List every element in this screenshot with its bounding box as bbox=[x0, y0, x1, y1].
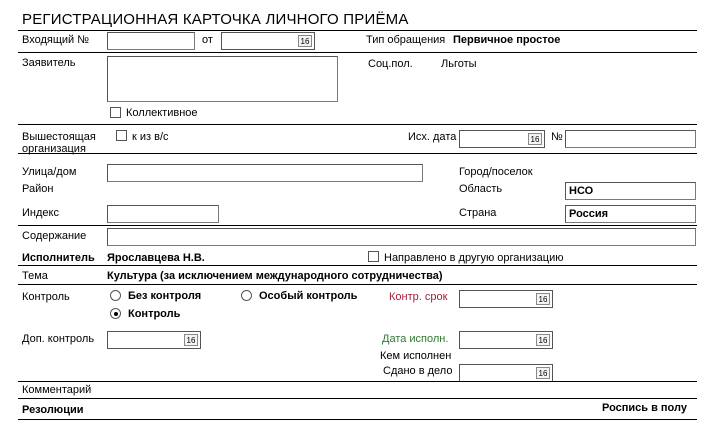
execution-date-input[interactable] bbox=[459, 331, 553, 349]
country-label: Страна bbox=[459, 207, 497, 219]
index-label: Индекс bbox=[22, 207, 59, 219]
divider bbox=[18, 265, 697, 266]
collective-checkbox[interactable] bbox=[110, 107, 121, 118]
street-label: Улица/дом bbox=[22, 166, 77, 178]
out-number-input[interactable] bbox=[565, 130, 696, 148]
from-higher-label: к из в/с bbox=[132, 131, 169, 143]
divider bbox=[18, 284, 697, 285]
divider bbox=[18, 52, 697, 53]
region-label: Область bbox=[459, 183, 503, 195]
executed-by-label: Кем исполнен bbox=[380, 350, 452, 362]
radio-control-label: Контроль bbox=[128, 308, 181, 320]
out-date-input[interactable] bbox=[459, 130, 545, 148]
redirected-label: Направлено в другую организацию bbox=[384, 252, 564, 264]
filed-label: Сдано в дело bbox=[383, 365, 453, 377]
title-divider bbox=[18, 30, 697, 31]
request-type-label: Тип обращения bbox=[366, 34, 446, 46]
applicant-textarea[interactable] bbox=[107, 56, 338, 102]
region-input[interactable]: НСО bbox=[565, 182, 696, 200]
higher-org-label-1: Вышестоящая bbox=[22, 131, 96, 143]
filed-date-input[interactable] bbox=[459, 364, 553, 382]
applicant-label: Заявитель bbox=[22, 57, 76, 69]
executor-label: Исполнитель bbox=[22, 252, 95, 264]
divider bbox=[18, 398, 697, 399]
collective-label: Коллективное bbox=[126, 107, 198, 119]
divider bbox=[18, 419, 697, 420]
content-label: Содержание bbox=[22, 230, 87, 242]
calendar-icon[interactable]: 16 bbox=[528, 133, 542, 145]
execution-date-label: Дата исполн. bbox=[382, 333, 449, 345]
higher-org-label-2: организация bbox=[22, 143, 86, 155]
redirected-checkbox[interactable] bbox=[368, 251, 379, 262]
comment-label: Комментарий bbox=[22, 384, 92, 396]
incoming-from-label: от bbox=[202, 34, 213, 46]
signature-label: Роспись в полу bbox=[602, 402, 687, 414]
control-label: Контроль bbox=[22, 291, 70, 303]
out-number-label: № bbox=[551, 131, 563, 143]
country-input[interactable]: Россия bbox=[565, 205, 696, 223]
topic-label: Тема bbox=[22, 270, 48, 282]
content-input[interactable] bbox=[107, 228, 696, 246]
radio-special-control-label: Особый контроль bbox=[259, 290, 358, 302]
request-type-value: Первичное простое bbox=[453, 34, 561, 46]
executor-value: Ярославцева Н.В. bbox=[107, 252, 205, 264]
benefits-label: Льготы bbox=[441, 58, 477, 70]
divider bbox=[18, 381, 697, 382]
divider bbox=[18, 153, 697, 154]
index-input[interactable] bbox=[107, 205, 219, 223]
divider bbox=[18, 225, 697, 226]
topic-value: Культура (за исключением международного сотрудничества) bbox=[107, 270, 443, 282]
extra-control-date-input[interactable] bbox=[107, 331, 201, 349]
calendar-icon[interactable]: 16 bbox=[184, 334, 198, 346]
calendar-icon[interactable]: 16 bbox=[298, 35, 312, 47]
control-deadline-input[interactable] bbox=[459, 290, 553, 308]
from-higher-checkbox[interactable] bbox=[116, 130, 127, 141]
incoming-date-input[interactable] bbox=[221, 32, 315, 50]
calendar-icon[interactable]: 16 bbox=[536, 367, 550, 379]
calendar-icon[interactable]: 16 bbox=[536, 293, 550, 305]
calendar-icon[interactable]: 16 bbox=[536, 334, 550, 346]
radio-no-control-label: Без контроля bbox=[128, 290, 202, 302]
radio-no-control[interactable] bbox=[110, 290, 121, 301]
city-label: Город/поселок bbox=[459, 166, 533, 178]
street-input[interactable] bbox=[107, 164, 423, 182]
radio-control[interactable] bbox=[110, 308, 121, 319]
radio-special-control[interactable] bbox=[241, 290, 252, 301]
resolutions-label: Резолюции bbox=[22, 404, 84, 416]
control-deadline-label: Контр. срок bbox=[389, 291, 448, 303]
divider bbox=[18, 124, 697, 125]
page-title: РЕГИСТРАЦИОННАЯ КАРТОЧКА ЛИЧНОГО ПРИЁМА bbox=[22, 11, 409, 28]
district-label: Район bbox=[22, 183, 54, 195]
social-gender-label: Соц.пол. bbox=[368, 58, 413, 70]
out-date-label: Исх. дата bbox=[408, 131, 457, 143]
incoming-label: Входящий № bbox=[22, 34, 90, 46]
incoming-number-input[interactable] bbox=[107, 32, 195, 50]
extra-control-label: Доп. контроль bbox=[22, 333, 95, 345]
